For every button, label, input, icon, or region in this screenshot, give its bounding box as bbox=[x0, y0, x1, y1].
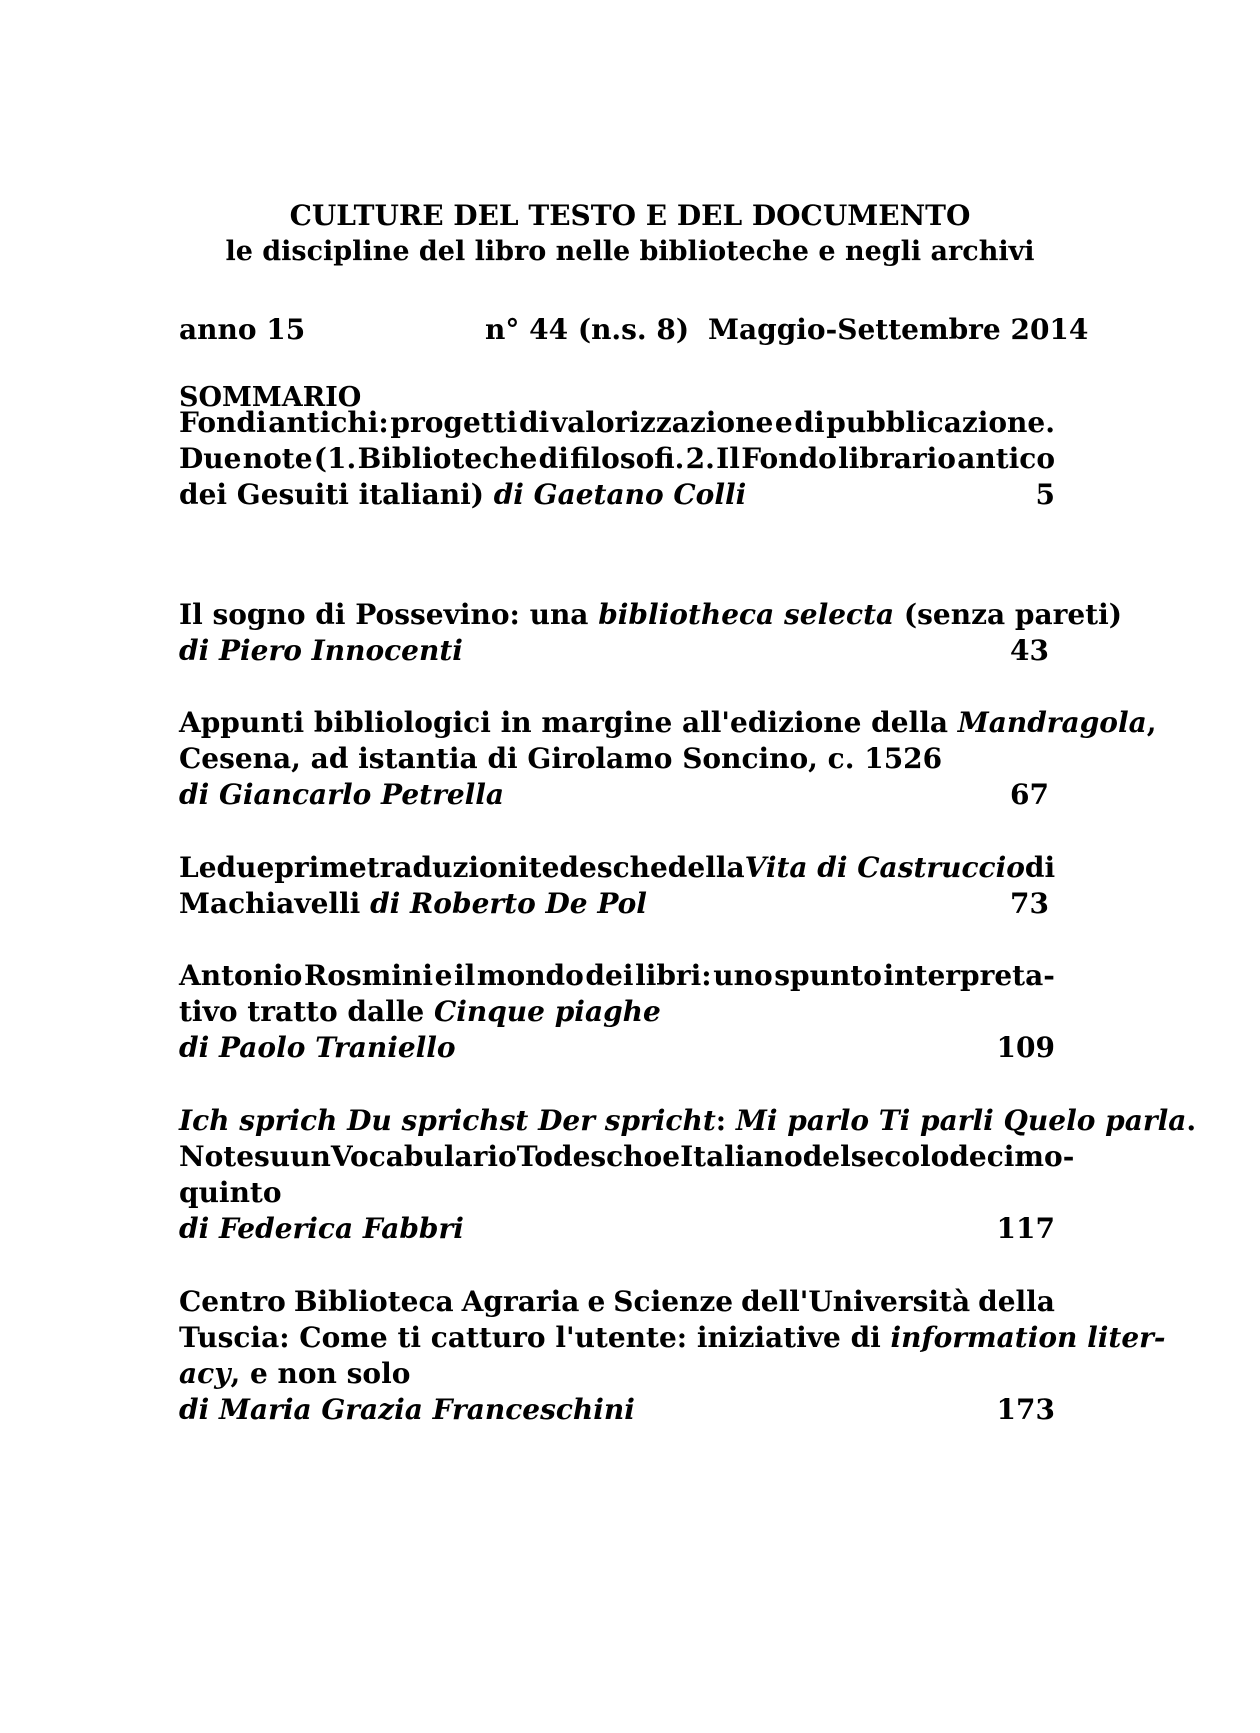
toc-entry bbox=[179, 705, 1157, 813]
entry-page-number: 43 bbox=[1010, 634, 1049, 667]
word: dei bbox=[585, 959, 634, 992]
word: Scienze bbox=[613, 1285, 734, 1318]
word: un bbox=[290, 1140, 331, 1173]
word: Agraria bbox=[461, 1285, 580, 1318]
entry-page-number: 67 bbox=[1010, 778, 1049, 811]
word: Note bbox=[179, 1140, 255, 1173]
word: libri: bbox=[635, 959, 712, 992]
toc-entry bbox=[179, 1103, 1197, 1247]
entry-page-number: 5 bbox=[1035, 478, 1055, 511]
entry-title: tivo tratto dalle bbox=[179, 995, 434, 1028]
entry-title-italic: bibliotheca selecta bbox=[598, 598, 895, 631]
word: Italiano bbox=[680, 1140, 803, 1173]
entry-page-number: 117 bbox=[996, 1212, 1055, 1245]
word: su bbox=[254, 1140, 291, 1173]
word: Vocabulario bbox=[330, 1140, 517, 1173]
entry-title-line bbox=[179, 1356, 1055, 1392]
entry-title: . bbox=[1186, 1104, 1197, 1137]
entry-title-line bbox=[179, 705, 1157, 741]
entry-author-line bbox=[179, 1211, 1055, 1247]
word: (1. bbox=[313, 442, 357, 475]
word: Il bbox=[716, 442, 740, 475]
entry-title: Tuscia: Come ti catturo l'utente: iniziative di bbox=[179, 1321, 891, 1354]
word: Centro bbox=[179, 1285, 286, 1318]
word: della bbox=[978, 1285, 1055, 1318]
entry-title: dei Gesuiti italiani) bbox=[179, 478, 484, 511]
entry-title-line bbox=[179, 1320, 1166, 1356]
word: spunto bbox=[774, 959, 882, 992]
entry-title: Appunti bibliologici in margine all'edizione della bbox=[179, 706, 958, 739]
entry-author-line bbox=[179, 1392, 1055, 1428]
entry-title-italic: Ich sprich Du sprichst Der spricht bbox=[179, 1104, 716, 1137]
entry-title: , bbox=[1146, 706, 1157, 739]
toc-entry bbox=[179, 597, 1122, 669]
word: e bbox=[662, 1140, 681, 1173]
entry-title-line bbox=[179, 1139, 1075, 1175]
entry-title-line: quinto bbox=[179, 1176, 282, 1209]
entry-title-italic: Mandragola bbox=[957, 706, 1147, 739]
entry-title-italic: information liter- bbox=[890, 1321, 1166, 1354]
entry-title-italic: acy bbox=[179, 1357, 231, 1390]
word: dell'Università bbox=[741, 1285, 971, 1318]
entry-author: di Roberto De Pol bbox=[370, 887, 647, 920]
word: di bbox=[794, 406, 825, 439]
word: e bbox=[434, 959, 453, 992]
entry-title-line bbox=[179, 994, 1055, 1030]
word: il bbox=[454, 959, 476, 992]
entry-title-line: Cesena, ad istantia di Girolamo Soncino, c. 1526 bbox=[179, 742, 943, 775]
word: Biblioteca bbox=[293, 1285, 454, 1318]
word: valorizzazione bbox=[550, 406, 774, 439]
word: 2. bbox=[685, 442, 715, 475]
word: decimo- bbox=[949, 1140, 1075, 1173]
word: Fondo bbox=[741, 442, 837, 475]
entry-title-line bbox=[179, 1103, 1197, 1139]
word: di bbox=[1024, 851, 1056, 884]
word: progetti bbox=[390, 406, 518, 439]
entry-author: di Maria Grazia Franceschini bbox=[179, 1393, 635, 1426]
word: note bbox=[242, 442, 313, 475]
word: uno bbox=[713, 959, 773, 992]
entry-title-line bbox=[179, 597, 1122, 633]
word: Biblioteche bbox=[357, 442, 538, 475]
word: prime bbox=[274, 851, 367, 884]
word: di bbox=[538, 442, 569, 475]
word: librario bbox=[838, 442, 956, 475]
entry-title-line bbox=[179, 477, 1055, 513]
word: due bbox=[216, 851, 275, 884]
entry-title-line bbox=[179, 1284, 1055, 1320]
word: traduzioni bbox=[366, 851, 529, 884]
entry-title-line bbox=[179, 958, 1055, 994]
word: antico bbox=[957, 442, 1055, 475]
entry-author: di Piero Innocenti bbox=[179, 634, 463, 667]
issue-period: Maggio-Settembre 2014 bbox=[708, 313, 1089, 346]
entry-title-line bbox=[179, 886, 1055, 922]
word: del bbox=[802, 1140, 851, 1173]
issue-number: n° 44 (n.s. 8) bbox=[485, 313, 690, 346]
word: Todescho bbox=[516, 1140, 663, 1173]
word: di bbox=[518, 406, 550, 439]
entry-title-line bbox=[179, 405, 1055, 441]
entry-author: di Paolo Traniello bbox=[179, 1031, 456, 1064]
entry-title: Machiavelli bbox=[179, 887, 361, 920]
journal-subtitle: le discipline del libro nelle biblioteche e negli archivi bbox=[225, 236, 1035, 267]
word: secolo bbox=[850, 1140, 950, 1173]
toc-entry bbox=[179, 1284, 1166, 1428]
word: mondo bbox=[476, 959, 584, 992]
entry-title: (senza pareti) bbox=[894, 598, 1122, 631]
entry-title: : bbox=[715, 1104, 736, 1137]
word: pubblicazione. bbox=[826, 406, 1055, 439]
entry-author: di Gaetano Colli bbox=[493, 478, 747, 511]
entry-author: di Federica Fabbri bbox=[179, 1212, 464, 1245]
toc-entry bbox=[179, 958, 1055, 1066]
word: e bbox=[774, 406, 793, 439]
word: e bbox=[587, 1285, 606, 1318]
word: Le bbox=[179, 851, 217, 884]
entry-title-line bbox=[179, 850, 1055, 886]
entry-page-number: 173 bbox=[996, 1393, 1055, 1426]
toc-entry bbox=[179, 405, 1055, 513]
journal-title: CULTURE DEL TESTO E DEL DOCUMENTO bbox=[289, 199, 971, 232]
entry-author-line bbox=[179, 777, 1055, 813]
entry-page-number: 109 bbox=[996, 1031, 1055, 1064]
toc-entry bbox=[179, 850, 1055, 922]
issue-year: anno 15 bbox=[179, 313, 306, 346]
word: Fondi bbox=[179, 406, 267, 439]
entry-author-line bbox=[179, 1030, 1055, 1066]
word: Due bbox=[179, 442, 242, 475]
entry-title-italic: Mi parlo Ti parli Quelo parla bbox=[735, 1104, 1187, 1137]
entry-title-italic: Cinque piaghe bbox=[433, 995, 661, 1028]
entry-author: di Giancarlo Petrella bbox=[179, 778, 505, 811]
word: della bbox=[667, 851, 745, 884]
word: interpreta- bbox=[883, 959, 1055, 992]
entry-title-line bbox=[179, 441, 1055, 477]
word: Antonio bbox=[179, 959, 303, 992]
entry-page-number: 73 bbox=[1010, 887, 1049, 920]
word: Rosmini bbox=[303, 959, 433, 992]
entry-title-italic: Vita di Castruccio bbox=[744, 851, 1025, 884]
word: tedesche bbox=[528, 851, 668, 884]
entry-title: Il sogno di Possevino: una bbox=[179, 598, 599, 631]
entry-title: , e non solo bbox=[230, 1357, 411, 1390]
entry-author-line bbox=[179, 633, 1055, 669]
summary-heading: SOMMARIO bbox=[179, 382, 362, 413]
word: antichi: bbox=[268, 406, 389, 439]
word: filosofi. bbox=[570, 442, 685, 475]
